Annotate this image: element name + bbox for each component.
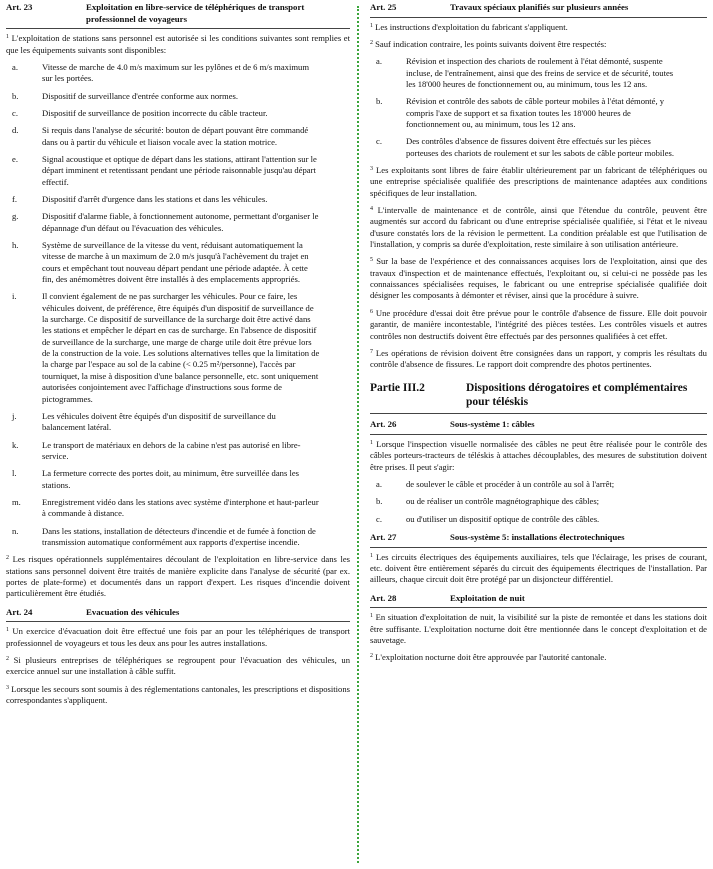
paragraph (370, 439, 707, 473)
heading-rule (370, 413, 707, 414)
list-item (6, 154, 350, 188)
article-title: Sous-système 1: câbles (450, 419, 535, 430)
paragraph-text: Les exploitants sont libres de faire établir ultérieurement par un fabricant de téléphériques ou une entreprise spécialisée qualifiée des prescriptions de maintenance adaptées aux conditions spécifiques de leur installation. (370, 165, 707, 198)
list-item (6, 291, 350, 404)
list-item-text: ou d'utiliser un dispositif optique de contrôle des câbles. (406, 513, 600, 524)
paragraph (370, 205, 707, 250)
article-25-heading (370, 0, 707, 14)
list-item-text: ou de réaliser un contrôle magnétographique des câbles; (406, 496, 600, 507)
article-number: Art. 23 (6, 2, 33, 12)
list-item-letter: g. (12, 211, 19, 222)
list-item-letter: b. (12, 90, 19, 101)
list-item-letter: h. (12, 240, 19, 251)
list-item (6, 497, 350, 520)
list-item (6, 211, 350, 234)
paragraph-number: 2 (370, 653, 373, 660)
list-item (370, 514, 707, 525)
article-28-heading (370, 592, 707, 605)
list-item-letter: f. (12, 194, 18, 204)
list-item-letter: a. (376, 56, 382, 67)
list-item-letter: d. (12, 125, 19, 136)
list-item (370, 496, 707, 507)
right-column (370, 0, 707, 869)
list-item-text: La fermeture correcte des portes doit, au minimum, être surveillée dans les stations. (42, 468, 299, 490)
list-item-letter: b. (376, 96, 383, 107)
heading-rule (370, 17, 707, 18)
list-item-text: Révision et inspection des chariots de roulement à l'état démonté, suspente incluse, de l'entraînement, ainsi que des freins de service et de sécurité, toutes les 18'000 heures de fonctionnement ou, au minimum, tous les 12 ans. (406, 56, 674, 89)
list-item-letter: b. (376, 496, 383, 507)
list-item-letter: l. (12, 468, 17, 479)
list-item (6, 468, 350, 491)
list-item-text: Le transport de matériaux en dehors de la cabine n'est pas autorisé en libre-service. (42, 439, 301, 461)
paragraph-text: L'intervalle de maintenance et de contrôle, ainsi que l'étendue du contrôle, peuvent être augmentés sur accord du fabricant ou d'une entreprise spécialisée qualifiée, si l'état et le niveau d'usure constatés lors de la révision le permettent. La condition préalable est que l'utilisation de l'installation, y compris sa durée d'exploitation, reste similaire à son utilisation antérieure. (370, 205, 707, 250)
paragraph-number: 1 (370, 613, 373, 620)
list-item-letter: c. (12, 107, 18, 118)
list-item-text: Vitesse de marche de 4.0 m/s maximum sur les pylônes et de 6 m/s maximum sur les portées. (42, 61, 310, 84)
paragraph-number: 3 (6, 684, 9, 691)
article-24-heading (6, 606, 350, 619)
list-item (6, 240, 350, 285)
paragraph-text: Si plusieurs entreprises de téléphériques se regroupent pour l'évacuation des véhicules, un exercice annuel sur une installation à câble suffit. (6, 654, 350, 677)
paragraph-number: 2 (370, 39, 373, 46)
paragraph-number: 1 (6, 34, 9, 41)
list-item-text: Dispositif d'alarme fiable, à fonctionnement autonome, permettant d'organiser le dépannage d'un défaut ou l'évacuation des véhicules. (42, 211, 319, 233)
article-title: Exploitation de nuit (450, 592, 525, 603)
list-item (6, 62, 350, 85)
heading-rule (370, 547, 707, 548)
paragraph-number: 3 (370, 166, 373, 173)
paragraph-number: 1 (370, 440, 373, 447)
list-item-letter: a. (376, 479, 382, 490)
paragraph-text: Sur la base de l'expérience et des connaissances acquises lors de l'exploitation, ainsi que des travaux d'inspection et de maintenance effectués, l'exploitant ou, si celui-ci ne possède pas les connaissances spécialisées requises, le fabricant ou une entreprise spécialisée qualifiée doit désigner les composants à démonter et réviser, ainsi que la procédure à suivre. (370, 256, 707, 301)
article-title: Travaux spéciaux planifiés sur plusieurs années (450, 2, 629, 12)
column-divider (357, 6, 359, 863)
paragraph (370, 22, 707, 33)
paragraph-text: Une procédure d'essai doit être prévue pour le contrôle d'absence de fissure. Elle doit pouvoir garantir, de manière incontestable, l'intégrité des pièces testées. Les contrôles visuels et autres contrôles non destructifs doivent être effectués par des personnes qualifiées à cet effet. (370, 307, 707, 341)
list-item-text: de soulever le câble et procéder à un contrôle au sol à l'arrêt; (406, 479, 615, 490)
list-item-text: Révision et contrôle des sabots de câble porteur mobiles à l'état démonté, y compris l'axe de support et sa fixation toutes les 18'000 heures de fonctionnement ou, au minimum, tous les 12 ans. (406, 96, 665, 130)
article-26-heading (370, 418, 707, 431)
list-item (6, 194, 350, 205)
paragraph (370, 256, 707, 301)
paragraph-text: En situation d'exploitation de nuit, la visibilité sur la piste de remontée et dans les stations doit être suffisante. L'exploitation nocturne doit être mentionnée dans le concept d'exploitation et de sauvetage. (370, 612, 707, 646)
article-number: Art. 24 (6, 606, 33, 617)
list-item-letter: e. (12, 153, 18, 164)
article-title: Evacuation des véhicules (86, 606, 180, 617)
article-number: Art. 26 (370, 419, 397, 430)
list-item-text: Des contrôles d'absence de fissures doivent être effectués sur les pièces porteuses des chariots de roulement et sur les sabots de câble porteur mobiles. (406, 136, 675, 158)
paragraph-number: 1 (370, 552, 373, 559)
list-item-text: Signal acoustique et optique de départ dans les stations, attirant l'attention sur le départ imminent et retentissant pendant une période raisonnable jusqu'au départ effectif. (42, 153, 317, 187)
article-27-heading (370, 531, 707, 544)
list-item (6, 440, 350, 463)
paragraph-number: 2 (6, 655, 9, 662)
paragraph (6, 684, 350, 707)
article-23-heading (6, 0, 350, 25)
paragraph-text: L'exploitation de stations sans personnel est autorisée si les conditions suivantes sont remplies et que les équipements suivants sont disponibles: (6, 33, 350, 55)
paragraph (370, 165, 707, 199)
paragraph (6, 655, 350, 678)
paragraph (6, 33, 350, 56)
list-item (6, 411, 350, 434)
article-25-list (370, 56, 707, 159)
list-item-letter: n. (12, 525, 19, 536)
list-item-letter: c. (376, 513, 382, 524)
list-item (370, 479, 707, 490)
paragraph-text: Sauf indication contraire, les points suivants doivent être respectés: (375, 38, 607, 49)
paragraph-number: 1 (6, 627, 9, 634)
paragraph-text: Les opérations de révision doivent être consignées dans un rapport, y compris les résultats du contrôle d'absence de fissures. Le rapport doit comprendre des photos pertinentes. (370, 347, 707, 370)
paragraph-text: Lorsque les secours sont soumis à des réglementations cantonales, les prescriptions et dispositions correspondantes s'appliquent. (6, 683, 350, 705)
paragraph (370, 308, 707, 342)
list-item-letter: a. (12, 61, 18, 72)
paragraph (6, 554, 350, 599)
list-item-text: Enregistrement vidéo dans les stations avec système d'interphone et haut-parleur à commande à distance. (42, 496, 319, 519)
paragraph (370, 39, 707, 50)
list-item-letter: i. (12, 291, 17, 302)
article-26-list (370, 479, 707, 525)
list-item-text: Dans les stations, installation de détecteurs d'incendie et de fumée à fonction de transmission automatique conformément aux rapports d'expertise incendie. (42, 525, 316, 547)
paragraph-number: 5 (370, 257, 373, 264)
list-item (6, 91, 350, 102)
list-item (6, 526, 350, 549)
paragraph-text: Les circuits électriques des équipements auxiliaires, tels que l'éclairage, les prises de courant, etc. doivent être entièrement séparés du circuit des équipements électriques de l'installation. Par ailleurs, chaque circuit doit être protégé par un disjoncteur différentiel. (370, 551, 707, 585)
list-item-text: Dispositif d'arrêt d'urgence dans les stations et dans les véhicules. (42, 194, 268, 204)
article-number: Art. 27 (370, 532, 397, 543)
heading-rule (6, 28, 350, 29)
list-item-text: Dispositif de surveillance d'entrée conforme aux normes. (42, 90, 239, 101)
heading-rule (6, 621, 350, 622)
paragraph-number: 4 (370, 206, 373, 213)
article-title: Sous-système 5: installations électrotechniques (450, 532, 625, 543)
paragraph-number: 6 (370, 308, 373, 315)
article-23-list (6, 62, 350, 548)
list-item-letter: k. (12, 439, 19, 450)
heading-rule (370, 434, 707, 435)
heading-rule (370, 607, 707, 608)
part-number: Partie III.2 (370, 381, 425, 394)
paragraph-text: Lorsque l'inspection visuelle normalisée des câbles ne peut être réalisée pour le contrôle des câbles porteurs-tracteurs de téléskis à attaches découplables, des mesures de substitution doivent être prises. Il peut s'agir: (370, 439, 707, 472)
paragraph-number: 2 (6, 555, 9, 562)
article-number: Art. 25 (370, 2, 397, 12)
list-item-text: Les véhicules doivent être équipés d'un dispositif de surveillance du balancement latéral. (42, 410, 276, 433)
list-item (370, 136, 707, 159)
list-item-letter: c. (376, 136, 382, 147)
paragraph-text: Un exercice d'évacuation doit être effectué une fois par an pour les téléphériques de transport professionnel de voyageurs et tous les deux ans pour les autres installations. (6, 626, 350, 648)
list-item (6, 108, 350, 119)
paragraph-number: 1 (370, 22, 373, 29)
part-heading (370, 381, 707, 411)
list-item-text: Il convient également de ne pas surcharger les véhicules. Pour ce faire, les véhicules doivent, de préférence, être équipés d'un dispositif de surveillance de la surcharge. Ce dispositif de surveillance de la surcharge doit être activé dans les stations et empêcher le départ en cas de surcharge. En l'absence de dispositif de surveillance de la surcharge, une marge de charge utile doit être prévue lors de la construction de la voie. Les solutions alternatives telles que la limitation de la charge par l'espace au sol de la cabine (< 0.25 m²/personne), l'accès par tourniquet, la mise à disposition d'une balance personnelle, etc. sont uniquement autorisées conjointement avec l'affichage d'instructions sous forme de pictogrammes. (42, 291, 320, 404)
article-number: Art. 28 (370, 592, 397, 603)
list-item (6, 125, 350, 148)
list-item (370, 96, 707, 130)
list-item-text: Dispositif de surveillance de position incorrecte du câble tracteur. (42, 107, 268, 118)
paragraph (6, 626, 350, 649)
article-title: Exploitation en libre-service de téléphériques de transport professionnel de voyageurs (86, 2, 305, 24)
paragraph (370, 652, 707, 663)
list-item-letter: j. (12, 410, 17, 421)
paragraph-text: Les instructions d'exploitation du fabricant s'appliquent. (375, 21, 568, 32)
paragraph-text: L'exploitation nocturne doit être approuvée par l'autorité cantonale. (375, 652, 607, 663)
list-item (370, 56, 707, 90)
paragraph-number: 7 (370, 348, 373, 355)
left-column (6, 0, 350, 869)
list-item-letter: m. (12, 496, 21, 507)
part-title: Dispositions dérogatoires et complémentaires pour téléskis (466, 381, 688, 409)
list-item-text: Système de surveillance de la vitesse du vent, réduisant automatiquement la vitesse de marche à un maximum de 2.0 m/s jusqu'à l'achèvement du trajet en cours et empêchant tout nouveau départ pendant une période adaptée. À cette fin, des anémomètres doivent être installés à des emplacements appropriés. (42, 240, 309, 285)
paragraph (370, 348, 707, 371)
list-item-text: Si requis dans l'analyse de sécurité: bouton de départ pouvant être commandé dans ou à partir du véhicule et liaison vocale avec la station motrice. (42, 125, 309, 147)
paragraph (370, 552, 707, 586)
paragraph (370, 612, 707, 646)
paragraph-text: Les risques opérationnels supplémentaires découlant de l'exploitation en libre-service dans les stations sans personnel doivent être traités de manière explicite dans l'analyse de sécurité (par ex. portes de plate-forme) et documentés dans un rapport d'expert. Les risques d'incendie doivent particulièrement être étudiés. (6, 554, 350, 599)
